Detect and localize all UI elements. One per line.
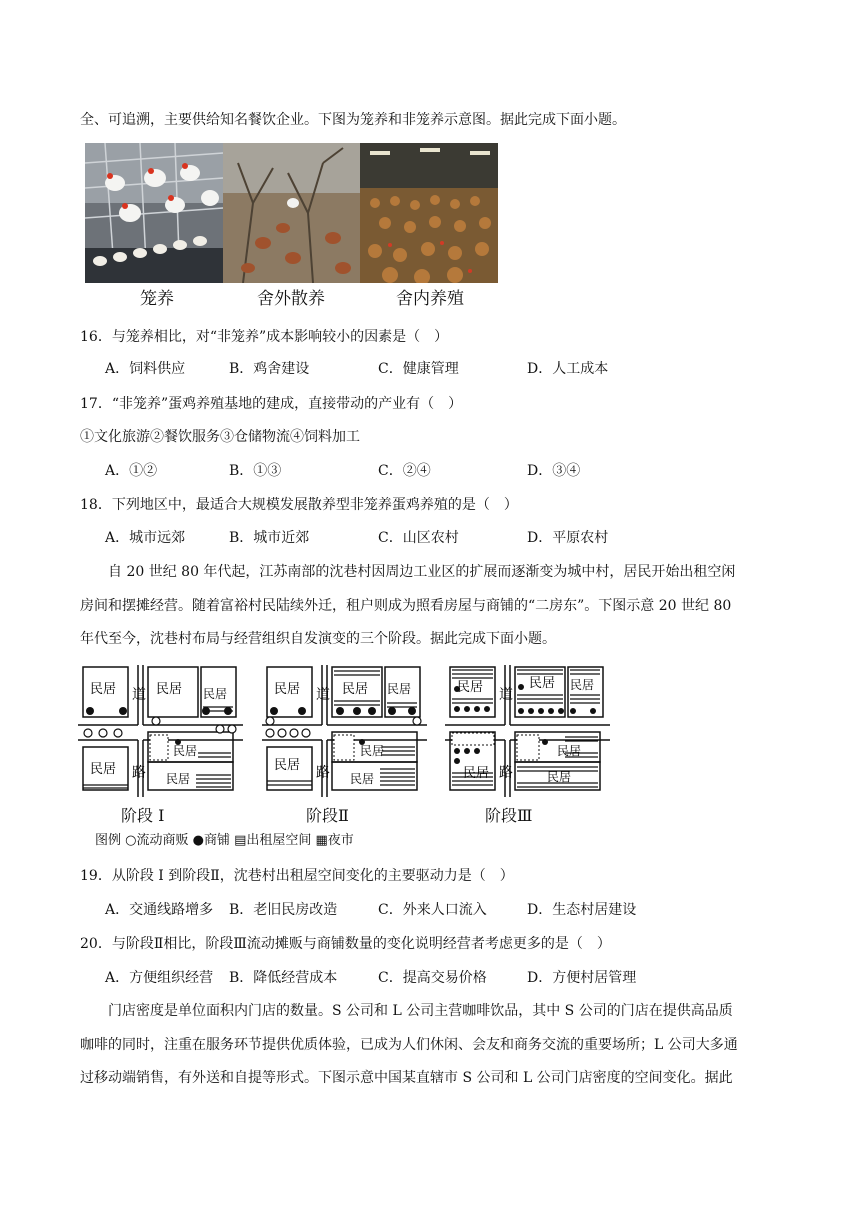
house-label: 民居 — [547, 770, 572, 784]
q20-option-b[interactable]: B．降低经营成本 — [229, 970, 338, 986]
q20-option-c[interactable]: C．提高交易价格 — [378, 970, 487, 986]
caption-outdoor: 舍外散养 — [257, 289, 325, 309]
house-label: 民居 — [463, 766, 490, 781]
q18-option-d[interactable]: D．平原农村 — [527, 530, 609, 546]
q20-option-a[interactable]: A．方便组织经营 — [105, 970, 214, 986]
house-label: 民居 — [570, 678, 595, 692]
passage-2-line-2: 房间和摆摊经营。随着富裕村民陆续外迁，租户则成为照看房屋与商铺的“二房东”。下图示意 20 世纪 80 — [80, 598, 732, 614]
q20-option-d[interactable]: D．方便村居管理 — [527, 970, 637, 986]
road-label: 路 — [132, 765, 146, 781]
stage-2-diagram — [262, 665, 427, 797]
q16-option-a[interactable]: A．饲料供应 — [105, 361, 186, 377]
house-label: 民居 — [156, 682, 183, 697]
house-label: 民居 — [203, 687, 228, 701]
q18-option-a[interactable]: A．城市远郊 — [105, 530, 186, 546]
house-label: 民居 — [90, 762, 117, 777]
stage-3-diagram — [445, 665, 610, 797]
road-label: 路 — [316, 765, 330, 781]
stage-1-diagram — [78, 665, 243, 797]
q17-option-a[interactable]: A．①② — [105, 463, 158, 479]
q17-option-c[interactable]: C．②④ — [378, 463, 431, 479]
q16-option-b[interactable]: B．鸡舍建设 — [229, 361, 310, 377]
q17-option-d[interactable]: D．③④ — [527, 463, 581, 479]
house-label: 民居 — [173, 744, 198, 758]
q19-option-b[interactable]: B．老旧民房改造 — [229, 902, 338, 918]
chicken-farming-photos — [85, 143, 498, 283]
caption-indoor: 舍内养殖 — [396, 289, 464, 309]
house-label: 民居 — [274, 682, 301, 697]
road-label: 道 — [132, 687, 146, 703]
question-17-items: ①文化旅游②餐饮服务③仓储物流④饲料加工 — [80, 429, 360, 445]
cage-farming-photo — [85, 143, 223, 283]
stage-3-label: 阶段Ⅲ — [485, 806, 533, 825]
house-label: 民居 — [387, 682, 412, 696]
house-label: 民居 — [274, 758, 301, 773]
q18-option-b[interactable]: B．城市近郊 — [229, 530, 310, 546]
house-label: 民居 — [529, 676, 556, 691]
q19-option-d[interactable]: D．生态村居建设 — [527, 902, 637, 918]
indoor-farming-photo — [360, 143, 498, 283]
passage-3-line-3: 过移动端销售，有外送和自提等形式。下图示意中国某直辖市 S 公司和 L 公司门店密度的空间变化。据此 — [80, 1070, 733, 1086]
q19-option-c[interactable]: C．外来人口流入 — [378, 902, 487, 918]
diagram-legend: 图例 ○流动商贩 ●商铺 ▤出租屋空间 ▦夜市 — [95, 833, 354, 848]
question-16-stem: 16．与笼养相比，对“非笼养”成本影响较小的因素是（ ） — [80, 329, 449, 345]
stage-1-label: 阶段 I — [121, 806, 165, 825]
passage-2-line-1: 自 20 世纪 80 年代起，江苏南部的沈巷村因周边工业区的扩展而逐渐变为城中村，居民开始出租空闲 — [108, 564, 736, 580]
q17-option-b[interactable]: B．①③ — [229, 463, 282, 479]
house-label: 民居 — [342, 682, 369, 697]
stage-2-label: 阶段Ⅱ — [306, 806, 349, 825]
passage-2-line-3: 年代至今，沈巷村布局与经营组织自发演变的三个阶段。据此完成下面小题。 — [80, 631, 556, 647]
caption-cage: 笼养 — [140, 289, 174, 309]
house-label: 民居 — [90, 682, 117, 697]
outdoor-free-range-photo — [223, 143, 360, 283]
road-label: 道 — [499, 687, 513, 703]
house-label: 民居 — [166, 772, 191, 786]
q18-option-c[interactable]: C．山区农村 — [378, 530, 459, 546]
intro-text: 全、可追溯，主要供给知名餐饮企业。下图为笼养和非笼养示意图。据此完成下面小题。 — [80, 112, 626, 128]
house-label: 民居 — [557, 744, 582, 758]
question-17-stem: 17．“非笼养”蛋鸡养殖基地的建成，直接带动的产业有（ ） — [80, 396, 463, 412]
house-label: 民居 — [457, 680, 484, 695]
q19-option-a[interactable]: A．交通线路增多 — [105, 902, 214, 918]
question-20-stem: 20．与阶段Ⅱ相比，阶段Ⅲ流动摊贩与商铺数量的变化说明经营者考虑更多的是（ ） — [80, 936, 611, 952]
passage-3-line-1: 门店密度是单位面积内门店的数量。S 公司和 L 公司主营咖啡饮品，其中 S 公司的门店在提供高品质 — [108, 1003, 733, 1019]
house-label: 民居 — [360, 744, 385, 758]
q16-option-c[interactable]: C．健康管理 — [378, 361, 459, 377]
question-19-stem: 19．从阶段 I 到阶段Ⅱ，沈巷村出租屋空间变化的主要驱动力是（ ） — [80, 868, 514, 884]
road-label: 道 — [316, 687, 330, 703]
question-18-stem: 18．下列地区中，最适合大规模发展散养型非笼养蛋鸡养殖的是（ ） — [80, 497, 518, 513]
house-label: 民居 — [350, 772, 375, 786]
passage-3-line-2: 咖啡的同时，注重在服务环节提供优质体验，已成为人们休闲、会友和商务交流的重要场所；L 公司大多通 — [80, 1037, 738, 1053]
road-label: 路 — [499, 765, 513, 781]
q16-option-d[interactable]: D．人工成本 — [527, 361, 609, 377]
